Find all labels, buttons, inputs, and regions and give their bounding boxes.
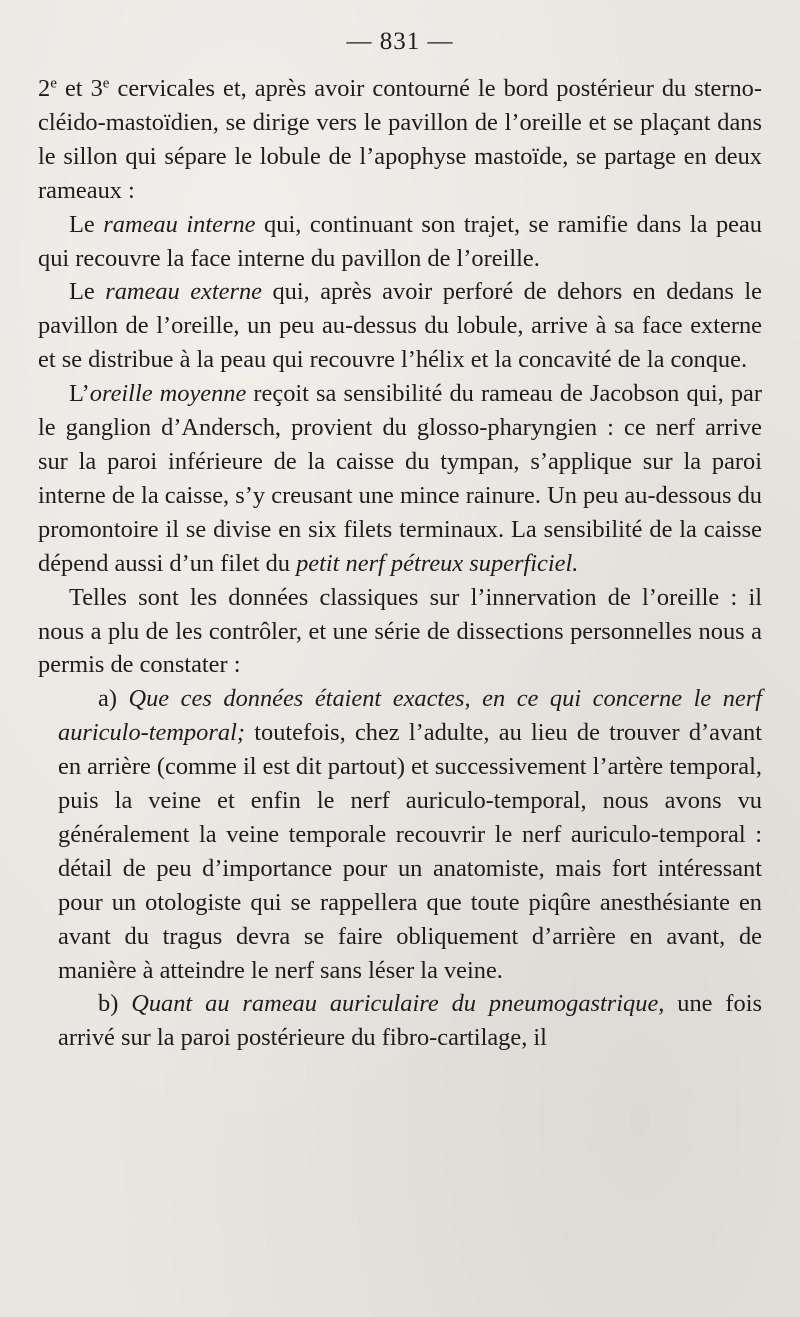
paragraph-p4	[38, 377, 762, 580]
paragraph-p3	[38, 275, 762, 377]
text-run: toutefois, chez l’adulte, au lieu de trouver d’avant en arrière (comme il est dit partout) et successivement l’artère temporal, puis la veine et enfin le nerf auriculo-temporal, nous avons vu généralement la veine temporale recouvrir le nerf auriculo-temporal : détail de peu d’importance pour un anatomiste, mais fort intéressant pour un otologiste qui se rappellera que toute piqûre anesthésiante en avant du tragus devra se faire obliquement d’arrière en avant, de manière à atteindre le nerf sans léser la veine.	[58, 719, 762, 984]
body-text	[38, 72, 762, 1055]
text-run: L’	[69, 380, 90, 408]
text-run: et 3	[56, 75, 103, 102]
text-run: Que ces données étaient exactes, en ce qui concerne le nerf auriculo-temporal;	[58, 685, 763, 747]
text-run: Quant au rameau auriculaire du pneumogastrique,	[131, 990, 665, 1018]
text-run: Le	[69, 278, 106, 306]
text-run: b)	[98, 990, 132, 1018]
text-run: cervicales et, après avoir contourné le bord postérieur du sterno-cléido-mastoïdien, se dirige vers le pavillon de l’oreille et se plaçant dans le sillon qui sépare le lobule de l’apophyse mastoïde, se partage en deux rameaux :	[38, 75, 762, 204]
text-run: oreille moyenne	[89, 380, 247, 408]
text-run: 2	[38, 75, 51, 102]
paragraph-p2	[38, 208, 762, 276]
paragraph-p5	[38, 581, 762, 683]
text-run: Telles sont les données classiques sur l’innervation de l’oreille : il nous a plu de les contrôler, et une série de dissections personnelles nous a permis de constater :	[38, 583, 762, 679]
text-run: e	[102, 75, 110, 92]
text-run: Le	[69, 210, 104, 238]
text-run: e	[50, 75, 57, 92]
text-run: a)	[98, 685, 129, 713]
text-run: qui, après avoir perforé de dehors en dedans le pavillon de l’oreille, un peu au-dessus du lobule, arrive à sa face externe et se distribue à la peau qui recouvre l’hélix et la concavité de la conque.	[38, 278, 763, 374]
page-number: — 831 —	[346, 28, 454, 55]
text-run: qui, continuant son trajet, se ramifie dans la peau qui recouvre la face interne du pavillon de l’oreille.	[38, 210, 763, 272]
paragraph-p1	[38, 72, 762, 208]
text-run: une fois arrivé sur la paroi postérieure du fibro-cartilage, il	[58, 990, 762, 1052]
paragraph-p6	[38, 682, 762, 987]
paragraph-p7	[38, 987, 762, 1055]
text-run: petit nerf pétreux superficiel.	[296, 549, 579, 577]
text-run: rameau externe	[105, 278, 262, 306]
text-run: reçoit sa sensibilité du rameau de Jacobson qui, par le ganglion d’Andersch, provient du glosso-pharyngien : ce nerf arrive sur la paroi inférieure de la caisse du tympan, s’applique sur la paroi interne de la caisse, s’y creusant une mince rainure. Un peu au-dessous du promontoire il se divise en six filets terminaux. La sensibilité de la caisse dépend aussi d’un filet du	[38, 380, 762, 577]
text-run: rameau interne	[103, 210, 256, 238]
